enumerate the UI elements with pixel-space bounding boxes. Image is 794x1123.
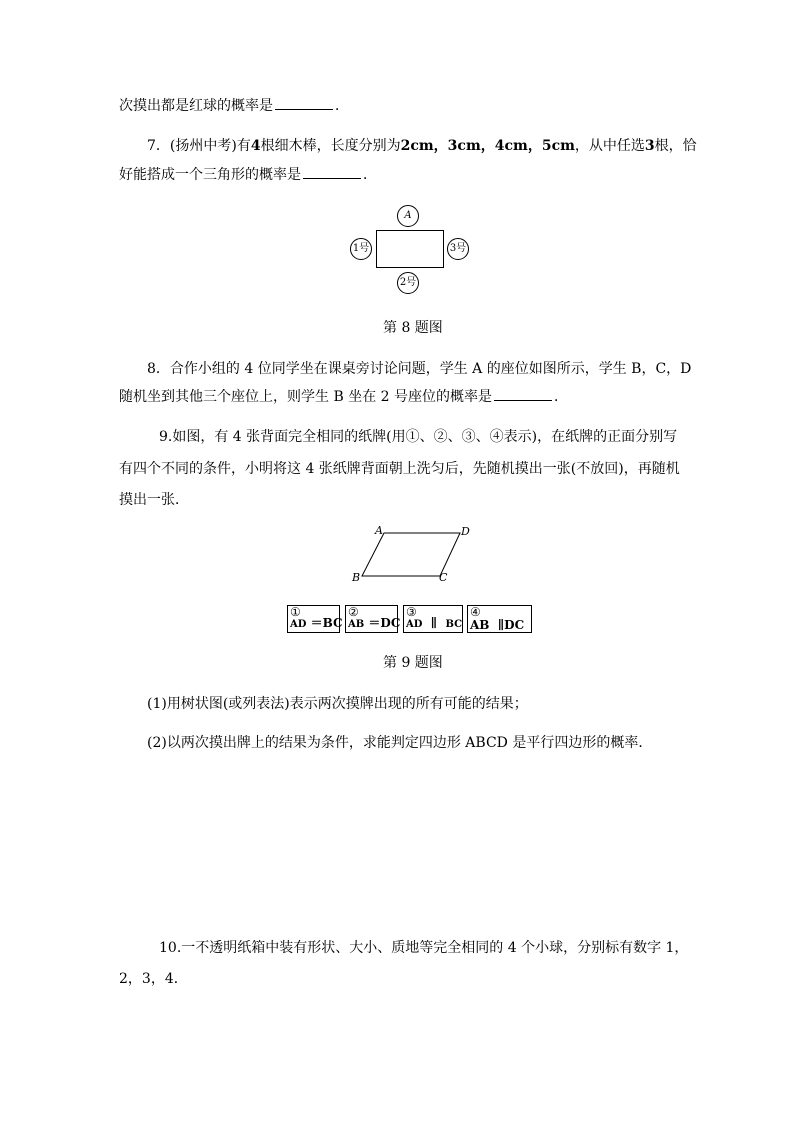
q7-pick-count: 3	[644, 138, 655, 154]
card-3-number: ③	[406, 605, 417, 619]
q10-line1: 10.一不透明纸箱中装有形状、大小、质地等完全相同的 4 个小球，分别标有数字 1，	[159, 940, 689, 956]
q7-text-g: 根，恰	[654, 138, 697, 154]
vertex-c-label: C	[439, 571, 448, 584]
q7-lengths: 2cm，3cm，4cm，5cm	[400, 138, 575, 154]
q6-tail-text: 次摸出都是红球的概率是	[119, 98, 273, 114]
q6-tail-end: ．	[335, 98, 349, 114]
q8-line2-text: 随机坐到其他三个座位上，则学生 B 坐在 2 号座位的概率是	[119, 389, 492, 405]
q7-text-c: 根细木棒，长度分别为	[260, 138, 401, 154]
card-2-condition: AB ＝DC	[348, 616, 401, 630]
q9-line2: 有四个不同的条件，小明将这 4 张纸牌背面朝上洗匀后，先随机摸出一张(不放回)，再随机	[119, 461, 680, 477]
q6-answer-blank[interactable]	[275, 95, 333, 110]
fig9-parallelogram	[340, 520, 480, 590]
q9-part2: (2)以两次摸出牌上的结果为条件，求能判定四边形 ABCD 是平行四边形的概率．	[147, 735, 653, 751]
vertex-d-label: D	[461, 525, 470, 538]
q7-text-a: 7．(扬州中考)有	[147, 138, 251, 154]
q10-line2: 2，3，4．	[119, 971, 188, 987]
card-2[interactable]	[345, 605, 401, 633]
q7-end: ．	[363, 167, 377, 183]
vertex-a-label: A	[375, 524, 383, 537]
seat-1: 1号	[350, 238, 372, 260]
q8-line1: 8．合作小组的 4 位同学坐在课桌旁讨论问题，学生 A 的座位如图所示，学生 B，C，D	[147, 361, 692, 377]
vertex-b-label: B	[352, 571, 361, 584]
q9-part1: (1)用树状图(或列表法)表示两次摸牌出现的所有可能的结果；	[147, 696, 528, 712]
q7-line1	[147, 136, 697, 156]
seat-2: 2号	[397, 272, 419, 294]
q8-end: ．	[554, 389, 568, 405]
card-2-number: ②	[348, 605, 359, 619]
fig8-caption: 第 8 题图	[383, 320, 443, 336]
seat-a: A	[397, 205, 419, 227]
q7-text-e: ，从中任选	[574, 138, 645, 154]
card-1-number: ①	[290, 605, 301, 619]
card-4-condition: AB ∥DC	[470, 618, 525, 632]
fig9-caption: 第 9 题图	[383, 655, 443, 671]
q7-line2	[119, 164, 377, 185]
parallelogram-shape	[362, 533, 460, 576]
q9-line3: 摸出一张．	[119, 492, 189, 508]
q8-line2	[119, 386, 568, 407]
card-3-condition: AD ∥ BC	[406, 616, 463, 630]
card-1-condition: AD ＝BC	[290, 616, 343, 630]
card-4[interactable]	[467, 605, 532, 633]
q7-count: 4	[250, 138, 261, 154]
q9-line1: 9.如图，有 4 张背面完全相同的纸牌(用①、②、③、④表示)，在纸牌的正面分别写	[159, 429, 678, 445]
desk-rectangle	[376, 230, 444, 268]
card-4-number: ④	[470, 605, 481, 619]
q8-answer-blank[interactable]	[494, 386, 552, 401]
seat-3: 3号	[447, 238, 469, 260]
card-3[interactable]	[403, 605, 463, 633]
q6-tail-line	[119, 95, 349, 116]
q7-line2-text: 好能搭成一个三角形的概率是	[119, 167, 301, 183]
q7-answer-blank[interactable]	[303, 164, 361, 179]
card-1[interactable]	[287, 605, 343, 633]
